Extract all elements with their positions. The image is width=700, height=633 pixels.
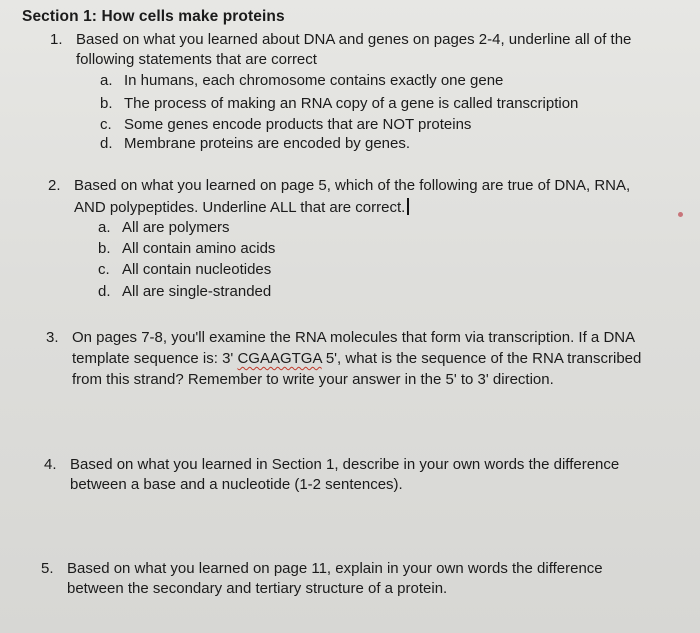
option-1a	[100, 71, 503, 91]
option-letter: d.	[98, 283, 111, 300]
option-2c	[98, 260, 271, 280]
option-letter: b.	[100, 95, 113, 112]
option-2b	[98, 239, 275, 259]
question-text-line: Based on what you learned about DNA and genes on pages 2-4, underline all of the	[76, 31, 632, 48]
question-text-line: Based on what you learned on page 5, which of the following are true of DNA, RNA,	[74, 177, 631, 194]
question-text-line: between a base and a nucleotide (1-2 sentences).	[70, 476, 403, 493]
question-text-line: Based on what you learned in Section 1, describe in your own words the difference	[70, 456, 620, 473]
question-text-line: from this strand? Remember to write your answer in the 5' to 3' direction.	[72, 371, 554, 388]
option-text: All contain amino acids	[122, 240, 276, 257]
question-number: 4.	[44, 456, 57, 473]
question-text-line: On pages 7-8, you'll examine the RNA molecules that form via transcription. If a DNA	[72, 329, 636, 346]
option-text: The process of making an RNA copy of a gene is called transcription	[124, 95, 579, 112]
text-cursor	[407, 198, 409, 215]
question-text-line: Based on what you learned on page 11, explain in your own words the difference	[67, 560, 603, 577]
option-1d	[100, 134, 410, 154]
option-letter: c.	[98, 261, 110, 278]
option-text: Some genes encode products that are NOT proteins	[124, 116, 472, 133]
question-text-line: following statements that are correct	[76, 51, 317, 68]
stray-mark	[678, 212, 683, 217]
question-text-line: template sequence is: 3' CGAAGTGA 5', what is the sequence of the RNA transcribed	[72, 350, 642, 367]
option-text: All are single-stranded	[122, 283, 272, 300]
option-text: All contain nucleotides	[122, 261, 272, 278]
option-2d	[98, 282, 271, 302]
option-text: Membrane proteins are encoded by genes.	[124, 135, 411, 152]
section-title: Section 1: How cells make proteins	[22, 8, 285, 25]
option-letter: b.	[98, 240, 111, 257]
question-number: 1.	[50, 31, 63, 48]
question-number: 2.	[48, 177, 61, 194]
question-text-line: between the secondary and tertiary structure of a protein.	[67, 580, 448, 597]
option-text: In humans, each chromosome contains exactly one gene	[124, 72, 504, 89]
question-number: 3.	[46, 329, 59, 346]
option-letter: c.	[100, 116, 112, 133]
option-letter: d.	[100, 135, 113, 152]
question-text-line: AND polypeptides. Underline ALL that are correct.	[74, 198, 409, 218]
option-letter: a.	[98, 219, 111, 236]
question-number: 5.	[41, 560, 54, 577]
option-1b	[100, 94, 578, 114]
option-1c	[100, 115, 471, 135]
option-text: All are polymers	[122, 219, 230, 236]
dna-sequence: CGAAGTGA	[237, 350, 322, 367]
option-letter: a.	[100, 72, 113, 89]
option-2a	[98, 218, 230, 238]
